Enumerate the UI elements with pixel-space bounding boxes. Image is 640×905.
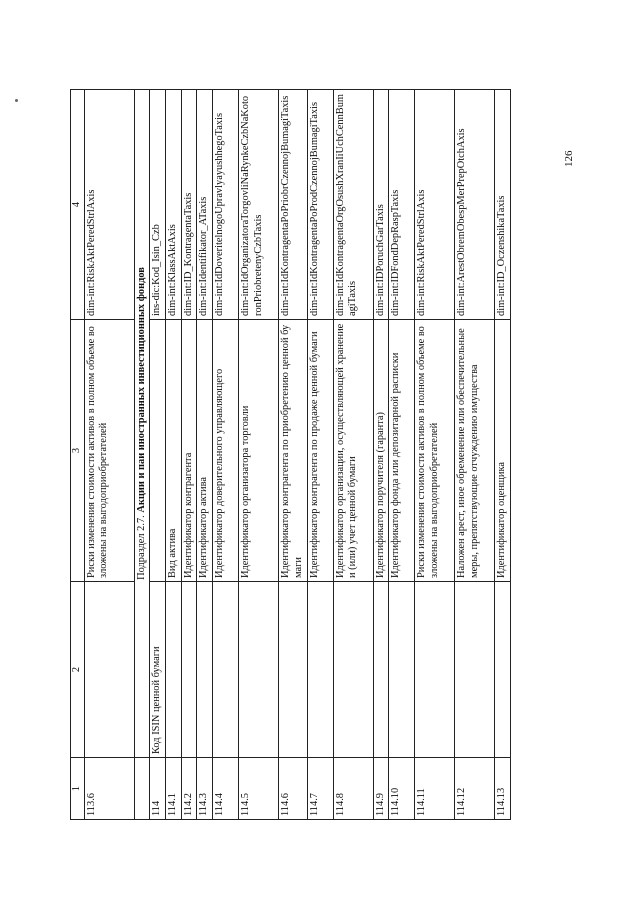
row-description bbox=[150, 320, 166, 582]
table-row bbox=[213, 90, 239, 820]
table-row bbox=[166, 90, 182, 820]
section-title: Акции и паи иностранных инвестиционных фондов bbox=[135, 267, 147, 513]
section-row bbox=[134, 90, 150, 820]
row-number: 114.11 bbox=[415, 758, 455, 820]
row-number: 114.4 bbox=[213, 758, 239, 820]
row-description: Идентификатор оценщика bbox=[495, 320, 511, 582]
table-row bbox=[84, 90, 134, 820]
data-table bbox=[70, 89, 511, 820]
row-description: Идентификатор поручителя (гаранта) bbox=[373, 320, 389, 582]
row-name bbox=[213, 582, 239, 758]
row-name bbox=[239, 582, 279, 758]
row-number: 114.12 bbox=[455, 758, 495, 820]
row-axis: dim-int:KlassAktAxis bbox=[166, 90, 182, 320]
row-name bbox=[307, 582, 333, 758]
table-row bbox=[279, 90, 307, 820]
row-axis: dim-int:IdDoveritelnogoUpravlyayushhegoTaxis bbox=[213, 90, 239, 320]
row-name bbox=[373, 582, 389, 758]
row-axis: dim-int:RiskAktPeredStrlAxis bbox=[84, 90, 134, 320]
row-name: Код ISIN ценной бумаги bbox=[150, 582, 166, 758]
row-number: 114.7 bbox=[307, 758, 333, 820]
row-name bbox=[166, 582, 182, 758]
header-row bbox=[71, 90, 85, 820]
table-row bbox=[307, 90, 333, 820]
row-name bbox=[415, 582, 455, 758]
row-number: 114.10 bbox=[389, 758, 415, 820]
table-row bbox=[333, 90, 373, 820]
row-axis: dim-int:ID_OczenshikaTaxis bbox=[495, 90, 511, 320]
header-cell-1: 1 bbox=[71, 758, 85, 820]
row-description: Наложен арест, иное обременение или обеспечительные меры, препятствующие отчуждению имущества bbox=[455, 320, 495, 582]
row-number: 114.6 bbox=[279, 758, 307, 820]
row-axis: dim-int:ArestObremObespMerPrepOtchAxis bbox=[455, 90, 495, 320]
row-description: Вид актива bbox=[166, 320, 182, 582]
row-number: 114.2 bbox=[181, 758, 197, 820]
row-description: Идентификатор доверительного управляющего bbox=[213, 320, 239, 582]
row-description: Идентификатор организации, осуществляющей хранение и (или) учет ценной бумаги bbox=[333, 320, 373, 582]
row-number: 114 bbox=[150, 758, 166, 820]
row-axis: ins-dic:Kod_Isin_Czb bbox=[150, 90, 166, 320]
row-description: Идентификатор актива bbox=[197, 320, 213, 582]
row-axis: dim-int:IDPoruchGarTaxis bbox=[373, 90, 389, 320]
row-name bbox=[495, 582, 511, 758]
row-description: Идентификатор фонда или депозитарной расписки bbox=[389, 320, 415, 582]
row-name bbox=[197, 582, 213, 758]
row-number: 113.6 bbox=[84, 758, 134, 820]
scan-dot bbox=[15, 99, 18, 102]
section-prefix: Подраздел 2.7. bbox=[135, 515, 147, 580]
table-row bbox=[373, 90, 389, 820]
row-name bbox=[455, 582, 495, 758]
table-row bbox=[181, 90, 197, 820]
section-heading bbox=[134, 90, 150, 758]
row-number: 114.9 bbox=[373, 758, 389, 820]
row-number: 114.13 bbox=[495, 758, 511, 820]
table-row bbox=[197, 90, 213, 820]
row-axis: dim-int:RiskAktPeredStrlAxis bbox=[415, 90, 455, 320]
row-description: Идентификатор организатора торговли bbox=[239, 320, 279, 582]
table-row bbox=[495, 90, 511, 820]
row-axis: dim-int:IdOrganizatoraTorgovliNaRynkeCzbNaKotoronPriobretenyCzbTaxis bbox=[239, 90, 279, 320]
row-description: Идентификатор контрагента по продаже ценной бумаги bbox=[307, 320, 333, 582]
table-row bbox=[150, 90, 166, 820]
row-name bbox=[279, 582, 307, 758]
table-row bbox=[455, 90, 495, 820]
row-number: 114.3 bbox=[197, 758, 213, 820]
row-name bbox=[181, 582, 197, 758]
table-row bbox=[239, 90, 279, 820]
row-number: 114.8 bbox=[333, 758, 373, 820]
row-description: Идентификатор контрагента bbox=[181, 320, 197, 582]
rotated-page bbox=[60, 62, 580, 842]
row-description: Риски изменения стоимости активов в полном объеме возложены на выгодоприобретателей bbox=[84, 320, 134, 582]
row-name bbox=[333, 582, 373, 758]
row-name bbox=[84, 582, 134, 758]
row-description: Идентификатор контрагента по приобретению ценной бумаги bbox=[279, 320, 307, 582]
row-axis: dim-int:ID_KontragentaTaxis bbox=[181, 90, 197, 320]
row-number: 114.5 bbox=[239, 758, 279, 820]
row-axis: dim-int:Identifikator_ATaxis bbox=[197, 90, 213, 320]
table-row bbox=[389, 90, 415, 820]
header-cell-4: 4 bbox=[71, 90, 85, 320]
row-name bbox=[389, 582, 415, 758]
row-axis: dim-int:IdKontragentaOrgOsushXranIiUchCennBumagiTaxis bbox=[333, 90, 373, 320]
header-cell-2: 2 bbox=[71, 582, 85, 758]
row-axis: dim-int:IdKontragentaPoPriobrCzennojBumagiTaxis bbox=[279, 90, 307, 320]
table-row bbox=[415, 90, 455, 820]
row-axis: dim-int:IDFondDepRaspTaxis bbox=[389, 90, 415, 320]
page-number: 126 bbox=[563, 150, 575, 167]
header-cell-3: 3 bbox=[71, 320, 85, 582]
row-axis: dim-int:IdKontragentaPoProdCzennojBumagiTaxis bbox=[307, 90, 333, 320]
row-description: Риски изменения стоимости активов в полном объеме возложены на выгодоприобретателей bbox=[415, 320, 455, 582]
row-number: 114.1 bbox=[166, 758, 182, 820]
